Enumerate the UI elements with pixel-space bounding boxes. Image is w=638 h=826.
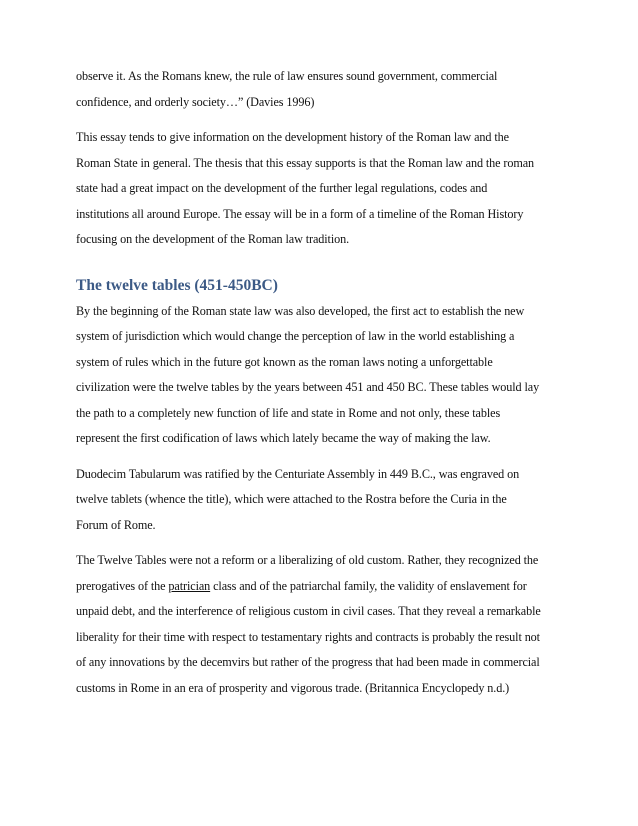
document-body [76,64,568,711]
text-line: observe it. As the Romans knew, the rule of law ensures sound government, commercial [76,69,498,83]
paragraph-twelve-tables-intro [76,299,568,452]
text-line: confidence, and orderly society…” (Davies 1996) [76,94,315,109]
text-fragment: prerogatives of the [76,578,169,593]
text-line: unpaid debt, and the interference of religious custom in civil cases. That they reveal a remarkable [76,604,541,618]
text-line: system of jurisdiction which would change the perception of law in the world establishing a [76,329,515,343]
paragraph-duodecim [76,462,568,539]
text-line: Roman State in general. The thesis that this essay supports is that the Roman law and the roman [76,155,535,170]
text-line: liberality for their time with respect to testamentary rights and contracts is probably the result not [76,629,540,644]
section-heading: The twelve tables (451-450BC) [76,276,278,294]
text-line: the path to a completely new function of life and state in Rome and not only, these tables [76,405,501,420]
patrician-link[interactable]: patrician [168,578,211,593]
text-line: customs in Rome in an era of prosperity and vigorous trade. (Britannica Encyclopedy n.d.) [76,680,510,695]
text-line: The Twelve Tables were not a reform or a liberalizing of old custom. Rather, they recognized the [76,553,539,567]
text-line: twelve tablets (whence the title), which were attached to the Rostra before the Curia in the [76,492,507,506]
text-line: Forum of Rome. [76,517,156,532]
text-line: institutions all around Europe. The essay will be in a form of a timeline of the Roman History [76,206,524,221]
text-line: focusing on the development of the Roman law tradition. [76,232,350,246]
text-line: system of rules which in the future got known as the roman laws noting a unforgettable [76,354,493,369]
paragraph-reform [76,548,568,701]
text-line: civilization were the twelve tables by the years between 451 and 450 BC. These tables would lay [76,380,540,394]
text-line: represent the first codification of laws which lately became the way of making the law. [76,431,491,445]
paragraph-quote-end [76,64,568,115]
text-line: By the beginning of the Roman state law was also developed, the first act to establish the new [76,303,525,318]
text-line: state had a great impact on the development of the further legal regulations, codes and [76,181,488,195]
text-line: Duodecim Tabularum was ratified by the Centuriate Assembly in 449 B.C., was engraved on [76,466,520,481]
text-line [76,574,568,600]
text-line: of any innovations by the decemvirs but rather of the progress that had been made in commercial [76,655,540,669]
text-fragment: class and of the patriarchal family, the validity of enslavement for [210,578,527,593]
paragraph-thesis [76,125,568,253]
text-line: This essay tends to give information on the development history of the Roman law and the [76,130,509,144]
